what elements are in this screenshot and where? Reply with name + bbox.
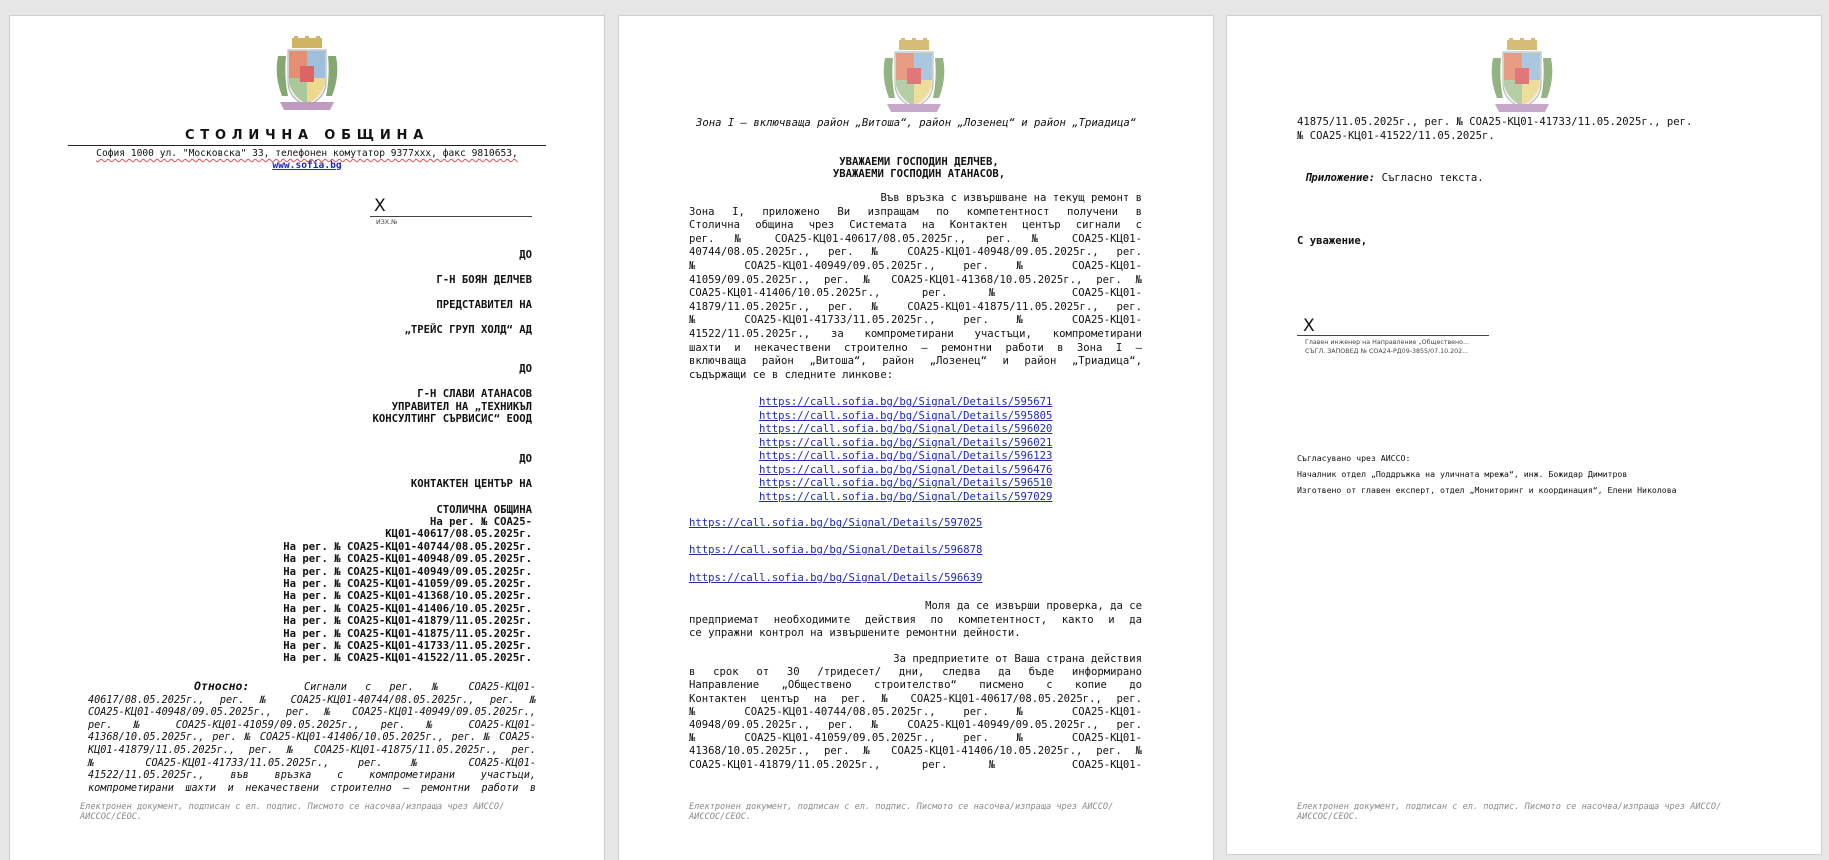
municipality-title: СТОЛИЧНА ОБЩИНА (184, 128, 430, 143)
body-line: 41059/09.05.2025г., рег. № СОА25-КЦ01-41368/10.05.2025г., рег. № (689, 273, 1142, 286)
request-line: предприемат необходимите действия по компетентност, както и да (689, 613, 1142, 626)
body-line: № СОА25-КЦ01-41733/11.05.2025г., рег. № СОА25-КЦ01- (689, 314, 1142, 327)
continuation-line: № СОА25-КЦ01-41522/11.05.2025г. (1297, 129, 1495, 142)
page-footer-1: Електронен документ, подписан с ел. подпис. Писмото се насочва/изпраща чрез АИССО/АИССОС/СЕОС. (80, 802, 505, 823)
body-line: шахти и некачествени строително – ремонтни работи в Зона I – (689, 341, 1142, 354)
signal-link[interactable]: https://call.sofia.bg/bg/Signal/Details/597025 (689, 517, 983, 529)
signal-link-wrap (689, 572, 982, 585)
subject-line: КЦ01-41879/11.05.2025г., рег. № СОА25-КЦ01-41875/11.05.2025г., рег. (88, 744, 536, 756)
sofia-coat-of-arms-icon (879, 38, 949, 114)
deadline-paragraph (689, 653, 1142, 772)
body-line: рег. № СОА25-КЦ01-40617/08.05.2025г., рег. № СОА25-КЦ01- (689, 232, 1142, 245)
website-link[interactable]: www.sofia.bg (272, 160, 342, 171)
signal-link[interactable]: https://call.sofia.bg/bg/Signal/Details/595671 (759, 396, 1053, 408)
deadline-line: За предприетите от Ваша страна действия (893, 653, 1142, 665)
reg-line: На рег. № СОА25-КЦ01-41733/11.05.2025г. (283, 640, 532, 653)
subject-line: 41522/11.05.2025г., във връзка с компрометирани участъци, (88, 770, 536, 782)
signal-link[interactable]: https://call.sofia.bg/bg/Signal/Details/595805 (759, 409, 1053, 422)
subject-label: Относно: (194, 679, 250, 693)
attachment-line (1305, 172, 1484, 185)
page-footer-2: Електронен документ, подписан с ел. подпис. Писмото се насочва/изпраща чрез АИССО/АИССОС/СЕОС. (689, 802, 1114, 823)
body-line: СОА25-КЦ01-41406/10.05.2025г., рег. № СОА25-КЦ01- (689, 287, 1142, 300)
deadline-line: 40948/09.05.2025г., рег. № СОА25-КЦ01-40949/09.05.2025г., рег. (689, 719, 1142, 732)
signal-link[interactable]: https://call.sofia.bg/bg/Signal/Details/596878 (689, 544, 983, 556)
sofia-coat-of-arms-icon (1487, 38, 1557, 114)
signal-links-list (759, 396, 1052, 504)
website-line (68, 160, 546, 171)
attachment-label: Приложение: (1305, 172, 1376, 184)
deadline-line: Направление „Обществено строителство“ писмено с копие до (689, 679, 1142, 692)
signal-link[interactable]: https://call.sofia.bg/bg/Signal/Details/596510 (759, 477, 1053, 489)
reg-line: На рег. № СОА25-КЦ01-40744/08.05.2025г. (283, 540, 532, 553)
request-line: се упражни контрол на извършените ремонтни дейности. (689, 627, 1021, 640)
attachment-text: Съгласно текста. (1381, 172, 1484, 184)
regards: С уважение, (1297, 235, 1368, 247)
reg-line: На рег. № СОА25-КЦ01-41406/10.05.2025г. (283, 602, 532, 615)
reg-line: На рег. № СОА25-КЦ01-40948/09.05.2025г. (283, 553, 532, 566)
subject-line: 41368/10.05.2025г., рег. № СОА25-КЦ01-41406/10.05.2025г., рег. № СОА25- (88, 732, 536, 744)
body-line: 41879/11.05.2025г., рег. № СОА25-КЦ01-41875/11.05.2025г., рег. (689, 300, 1142, 313)
reg-line: На рег. № СОА25- (429, 516, 532, 528)
subject-line: 40617/08.05.2025г., рег. № СОА25-КЦ01-40744/08.05.2025г., рег. № (88, 694, 536, 706)
document-page-2 (619, 16, 1213, 860)
header-rule (68, 145, 546, 146)
signature-mark-1: X (374, 196, 386, 216)
signer-order: СЪГЛ. ЗАПОВЕД № СОА24-РД09-3855/07.10.202... (1305, 348, 1469, 355)
body-line: Във връзка с извършване на текущ ремонт в (880, 192, 1142, 204)
recipient-role-1: ПРЕДСТАВИТЕЛ НА (436, 299, 532, 311)
zone-line: Зона I – включваща район „Витоша“, район „Лозенец“ и район „Триадица“ (696, 117, 1137, 129)
signature-mark-2: X (1303, 316, 1315, 336)
reg-line: На рег. № СОА25-КЦ01-41522/11.05.2025г. (283, 652, 532, 665)
approval-line: Началник отдел „Поддръжка на уличната мрежа“, инж. Божидар Димитров (1297, 469, 1628, 479)
signal-link-wrap (689, 517, 982, 530)
recipient-name-2: Г-Н СЛАВИ АТАНАСОВ (417, 388, 532, 400)
reg-line: На рег. № СОА25-КЦ01-41875/11.05.2025г. (283, 627, 532, 640)
recipient-company-2: КОНСУЛТИНГ СЪРВИСИС“ ЕООД (372, 413, 532, 425)
request-paragraph (689, 600, 1142, 641)
reg-line: На рег. № СОА25-КЦ01-41879/11.05.2025г. (283, 615, 532, 628)
recipient-contact-center: КОНТАКТЕН ЦЕНТЪР НА (410, 478, 532, 490)
recipient-company-1: „ТРЕЙС ГРУП ХОЛД“ АД (404, 324, 532, 336)
subject-line: Сигнали с рег. № СОА25-КЦ01- (303, 682, 536, 693)
body-paragraph (689, 192, 1142, 382)
registration-list (210, 516, 532, 665)
reg-line: КЦ01-40617/08.05.2025г. (385, 528, 532, 541)
approval-block (1297, 450, 1677, 498)
body-line: съдържащи се в следните линкове: (689, 368, 894, 381)
document-page-3 (1227, 16, 1821, 854)
deadline-line: Контактен център на рег. № СОА25-КЦ01-40617/08.05.2025г., рег. (689, 692, 1142, 705)
recipient-name-1: Г-Н БОЯН ДЕЛЧЕВ (436, 274, 532, 286)
subject-line: СОА25-КЦ01-40948/09.05.2025г., рег. № СОА25-КЦ01-40949/09.05.2025г., (88, 707, 536, 719)
signal-link[interactable]: https://call.sofia.bg/bg/Signal/Details/596476 (759, 463, 1053, 476)
signal-link[interactable]: https://call.sofia.bg/bg/Signal/Details/596020 (759, 423, 1053, 435)
body-line: 40744/08.05.2025г., рег. № СОА25-КЦ01-40948/09.05.2025г., рег. (689, 246, 1142, 259)
recipient-to-1: ДО (519, 249, 532, 261)
recipient-municipality: СТОЛИЧНА ОБЩИНА (436, 504, 532, 516)
signature-line-1 (370, 216, 532, 217)
salutation-1: УВАЖАЕМИ ГОСПОДИН ДЕЛЧЕВ, (839, 156, 999, 168)
approval-line: Съгласувано чрез АИССО: (1297, 453, 1411, 463)
signer-position: Главен инженер на Направление „Обществено... (1305, 339, 1470, 346)
subject-line: № СОА25-КЦ01-41733/11.05.2025г., рег. № СОА25-КЦ01- (88, 757, 536, 769)
reg-line: На рег. № СОА25-КЦ01-41059/09.05.2025г. (283, 578, 532, 591)
deadline-line: № СОА25-КЦ01-41059/09.05.2025г., рег. № СОА25-КЦ01- (689, 732, 1142, 745)
signal-link[interactable]: https://call.sofia.bg/bg/Signal/Details/596123 (759, 450, 1053, 462)
signature-line-2 (1297, 335, 1489, 336)
deadline-line: 41368/10.05.2025г., рег. № СОА25-КЦ01-41406/10.05.2025г., рег. № (689, 745, 1142, 758)
signal-link[interactable]: https://call.sofia.bg/bg/Signal/Details/596639 (689, 572, 983, 584)
deadline-line: в срок от 30 /тридесет/ дни, следва да бъде информирано (689, 666, 1142, 679)
sofia-coat-of-arms-icon (272, 36, 342, 112)
continuation-line: 41875/11.05.2025г., рег. № СОА25-КЦ01-41733/11.05.2025г., рег. (1297, 116, 1693, 128)
body-line: Столична община чрез Системата на Контактен център сигнали с (689, 219, 1142, 232)
body-line: 41522/11.05.2025г., за компрометирани участъци, компрометирани (689, 327, 1142, 340)
signal-link[interactable]: https://call.sofia.bg/bg/Signal/Details/596021 (759, 436, 1053, 449)
salutation-2: УВАЖАЕМИ ГОСПОДИН АТАНАСОВ, (832, 168, 1006, 180)
request-line: Моля да се извърши проверка, да се (925, 600, 1142, 612)
body-line: № СОА25-КЦ01-40949/09.05.2025г., рег. № СОА25-КЦ01- (689, 259, 1142, 272)
deadline-line: № СОА25-КЦ01-40744/08.05.2025г., рег. № СОА25-КЦ01- (689, 705, 1142, 718)
recipient-role-2: УПРАВИТЕЛ НА „ТЕХНИКЪЛ (391, 401, 532, 413)
reg-line: На рег. № СОА25-КЦ01-40949/09.05.2025г. (283, 565, 532, 578)
approval-line: Изготвено от главен експерт, отдел „Мониторинг и координация“, Елени Николова (1297, 485, 1677, 495)
deadline-line: СОА25-КЦ01-41879/11.05.2025г., рег. № СОА25-КЦ01- (689, 758, 1142, 771)
outgoing-number-label: ИЗХ.№ (376, 219, 398, 226)
signal-link[interactable]: https://call.sofia.bg/bg/Signal/Details/597029 (759, 490, 1053, 503)
signal-link-wrap (689, 544, 982, 557)
reg-line: На рег. № СОА25-КЦ01-41368/10.05.2025г. (283, 590, 532, 603)
subject-line: рег. № СОА25-КЦ01-41059/09.05.2025г., рег. № СОА25-КЦ01- (88, 719, 536, 731)
address-line: София 1000 ул. "Московска" 33, телефонен комутатор 9377ххх, факс 9810653, (96, 148, 518, 159)
document-page-1 (10, 16, 604, 860)
continuation-paragraph (1297, 116, 1757, 143)
body-line: включваща район „Витоша“, район „Лозенец“ и район „Триадица“, (689, 355, 1142, 368)
subject-block (88, 680, 536, 795)
body-line: Зона I, приложено Ви изпращам по компетентност получени в (689, 205, 1142, 218)
page-footer-3: Електронен документ, подписан с ел. подпис. Писмото се насочва/изпраща чрез АИССО/АИССОС/СЕОС. (1297, 802, 1722, 823)
subject-line: компрометирани шахти и некачествени строително – ремонтни работи в (88, 782, 536, 794)
recipient-to-2: ДО (519, 363, 532, 375)
recipient-to-3: ДО (519, 453, 532, 465)
